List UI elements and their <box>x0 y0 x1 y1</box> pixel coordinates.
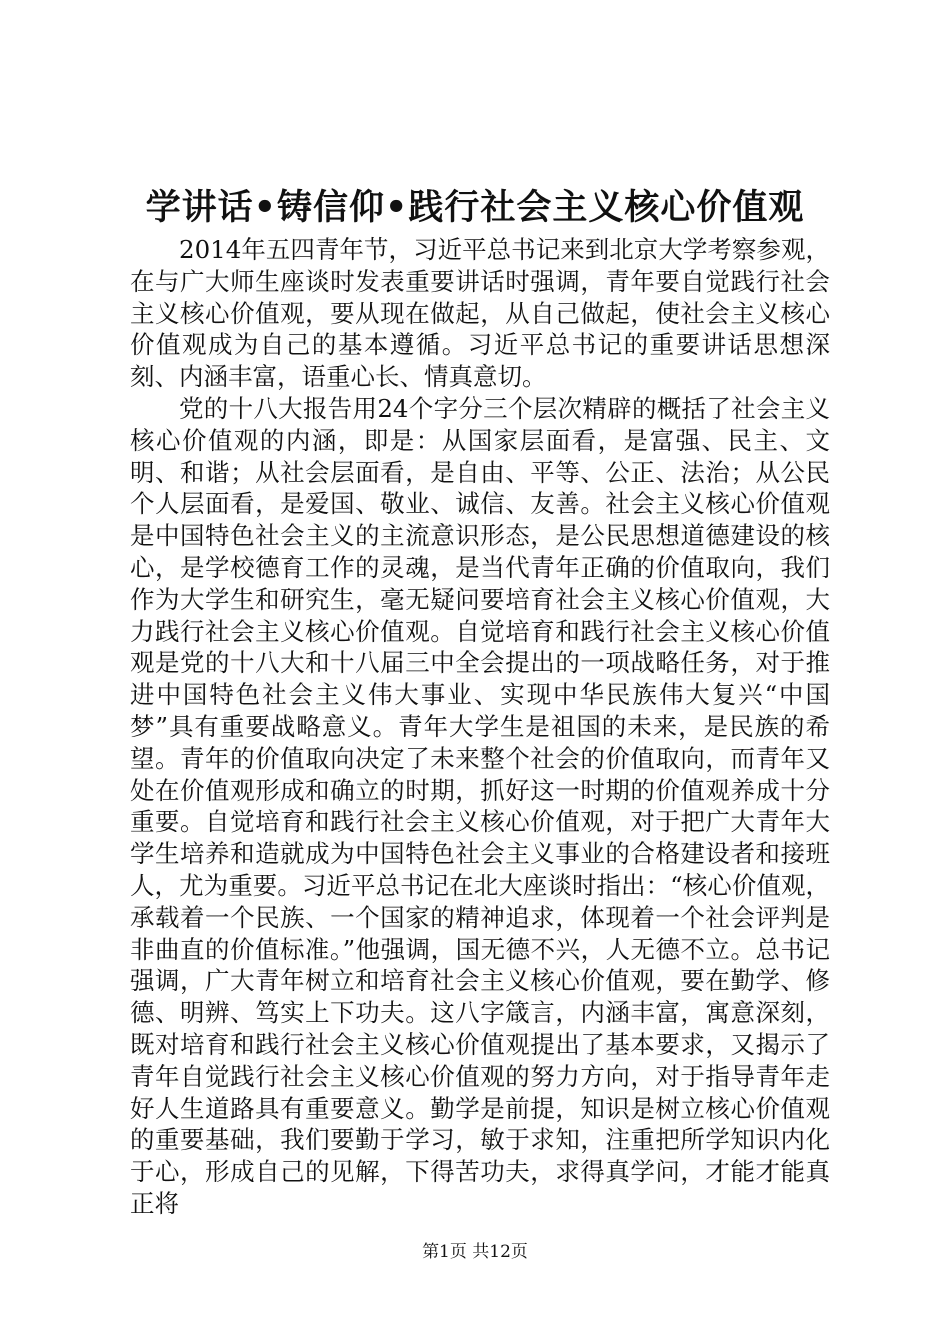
document-body <box>130 234 830 1220</box>
page-number-footer: 第1页 共12页 <box>422 1242 528 1262</box>
paragraph-1: 2014年五四青年节，习近平总书记来到北京大学考察参观，在与广大师生座谈时发表重要讲话时强调，青年要自觉践行社会主义核心价值观，要从现在做起，从自己做起，使社会主义核心价值观成为自己的基本遵循。习近平总书记的重要讲话思想深刻、内涵丰富，语重心长、情真意切。 <box>130 235 830 392</box>
paragraph-2: 党的十八大报告用24个字分三个层次精辟的概括了社会主义核心价值观的内涵，即是：从国家层面看，是富强、民主、文明、和谐；从社会层面看，是自由、平等、公正、法治；从公民个人层面看，是爱国、敬业、诚信、友善。社会主义核心价值观是中国特色社会主义的主流意识形态，是公民思想道德建设的核心，是学校德育工作的灵魂，是当代青年正确的价值取向，我们作为大学生和研究生，毫无疑问要培育社会主义核心价值观，大力践行社会主义核心价值观。自觉培育和践行社会主义核心价值观是党的十八大和十八届三中全会提出的一项战略任务，对于推进中国特色社会主义伟大事业、实现中华民族伟大复兴“中国梦”具有重要战略意义。青年大学生是祖国的未来，是民族的希望。青年的价值取向决定了未来整个社会的价值取向，而青年又处在价值观形成和确立的时期，抓好这一时期的价值观养成十分重要。自觉培育和践行社会主义核心价值观，对于把广大青年大学生培养和造就成为中国特色社会主义事业的合格建设者和接班人，尤为重要。习近平总书记在北大座谈时指出：“核心价值观，承载着一个民族、一个国家的精神追求，体现着一个社会评判是非曲直的价值标准。”他强调，国无德不兴，人无德不立。总书记强调，广大青年树立和培育社会主义核心价值观，要在勤学、修德、明辨、笃实上下功夫。这八字箴言，内涵丰富，寓意深刻，既对培育和践行社会主义核心价值观提出了基本要求，又揭示了青年自觉践行社会主义核心价值观的努力方向，对于指导青年走好人生道路具有重要意义。勤学是前提，知识是树立核心价值观的重要基础，我们要勤于学习，敏于求知，注重把所学知识内化于心，形成自己的见解，下得苦功夫，求得真学问，才能才能真正将 <box>130 393 830 1218</box>
document-title: 学讲话•铸信仰•践行社会主义核心价值观 <box>145 187 805 228</box>
